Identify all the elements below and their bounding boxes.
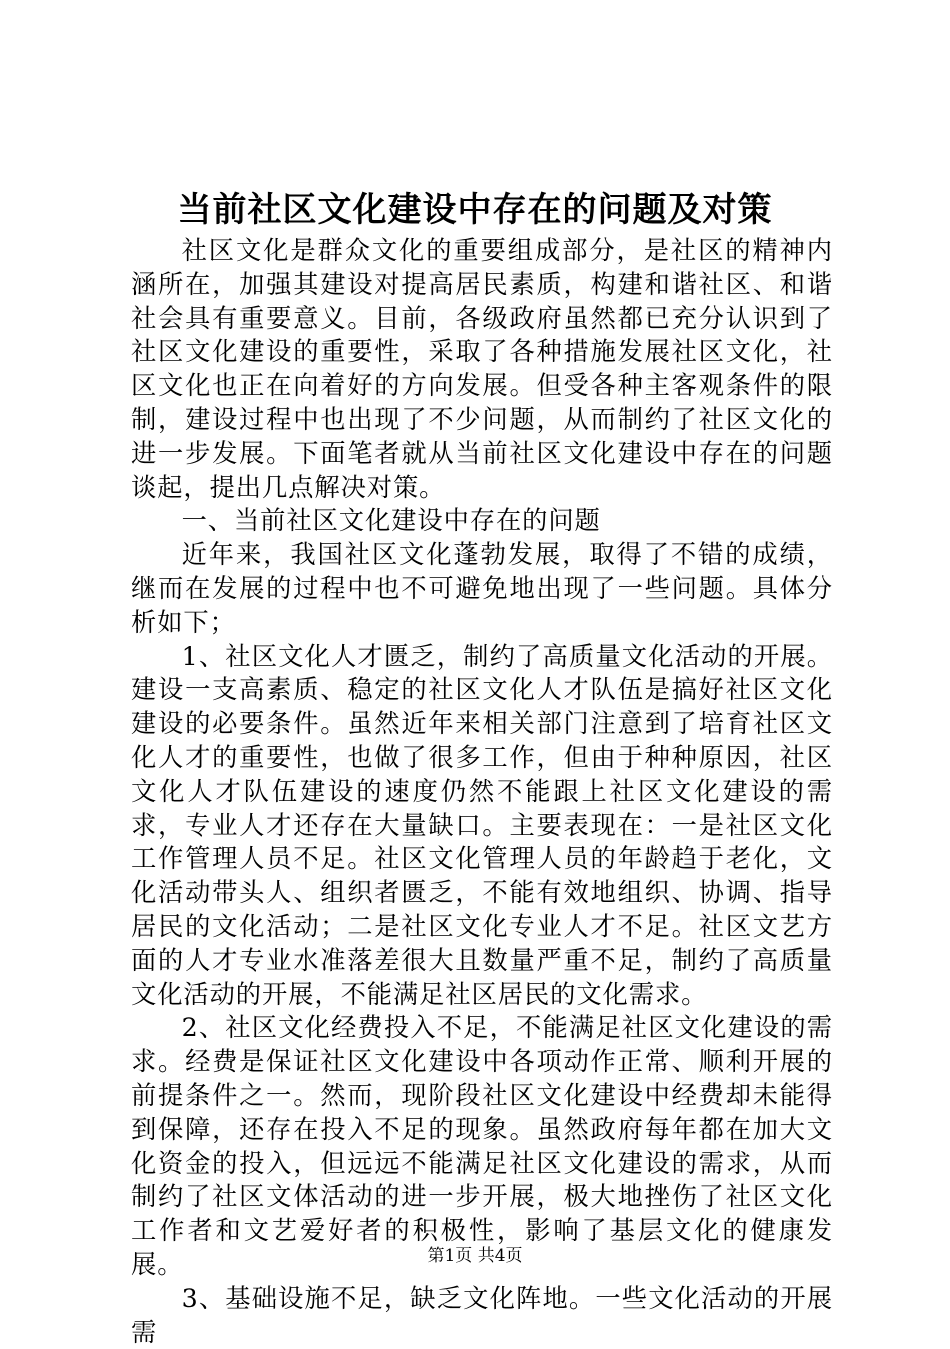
paragraph-point-2: 2、社区文化经费投入不足，不能满足社区文化建设的需求。经费是保证社区文化建设中各项动作正常、顺利开展的前提条件之一。然而，现阶段社区文化建设中经费却未能得到保障，还存在投入不足的现象。虽然政府每年都在加大文化资金的投入，但远远不能满足社区文化建设的需求，从而制约了社区文体活动的进一步开展，极大地挫伤了社区文化工作者和文艺爱好者的积极性，影响了基层文化的健康发展。 [131,1013,833,1279]
paragraph-point-3: 3、基础设施不足，缺乏文化阵地。一些文化活动的开展需 [131,1283,833,1347]
paragraph-intro: 社区文化是群众文化的重要组成部分，是社区的精神内涵所在，加强其建设对提高居民素质，构建和谐社区、和谐社会具有重要意义。目前，各级政府虽然都已充分认识到了社区文化建设的重要性，采取了各种措施发展社区文化，社区文化也正在向着好的方向发展。但受各种主客观条件的限制，建设过程中也出现了不少问题，从而制约了社区文化的进一步发展。下面笔者就从当前社区文化建设中存在的问题谈起，提出几点解决对策。 [131,236,833,502]
page-number-footer: 第1页 共4页 [427,1246,523,1266]
document-title: 当前社区文化建设中存在的问题及对策 [177,190,773,230]
section-heading-1: 一、当前社区文化建设中存在的问题 [181,506,601,536]
document-body [131,234,833,1349]
paragraph-overview: 近年来，我国社区文化蓬勃发展，取得了不错的成绩，继而在发展的过程中也不可避免地出现了一些问题。具体分析如下； [131,540,833,637]
paragraph-point-1: 1、社区文化人才匮乏，制约了高质量文化活动的开展。建设一支高素质、稳定的社区文化人才队伍是搞好社区文化建设的必要条件。虽然近年来相关部门注意到了培育社区文化人才的重要性，也做了很多工作，但由于种种原因，社区文化人才队伍建设的速度仍然不能跟上社区文化建设的需求，专业人才还存在大量缺口。主要表现在：一是社区文化工作管理人员不足。社区文化管理人员的年龄趋于老化，文化活动带头人、组织者匮乏，不能有效地组织、协调、指导居民的文化活动；二是社区文化专业人才不足。社区文艺方面的人才专业水准落差很大且数量严重不足，制约了高质量文化活动的开展，不能满足社区居民的文化需求。 [131,641,833,1009]
